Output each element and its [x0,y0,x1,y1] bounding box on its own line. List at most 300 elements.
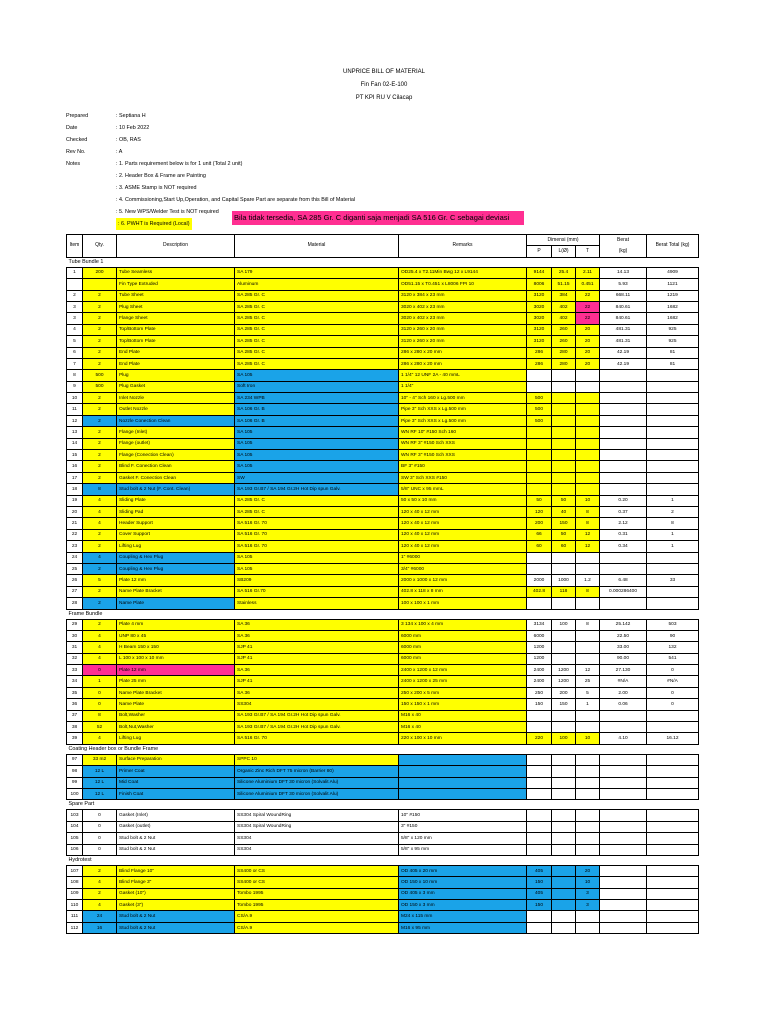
remarks-cell: OD25.4 x T2.11Min Bwg 12 x L9144 [399,267,527,278]
p-cell: 405 [527,888,552,899]
qty-cell: 12 L [83,788,117,799]
material-cell: SA 285 Gr. C [235,347,399,358]
table-row [67,381,699,392]
qty-cell: 2 [83,888,117,899]
item-cell: 97 [67,754,83,765]
p-cell [527,833,552,844]
description-cell: Gasket (outlet) [117,821,235,832]
berat-total-cell [647,710,699,721]
p-cell: 500 [527,415,552,426]
berat-cell [600,844,647,855]
qty-cell: 2 [83,301,117,312]
qty-cell: 2 [83,563,117,574]
qty-cell: 4 [83,900,117,911]
item-cell: 100 [67,788,83,799]
item-cell: 34 [67,676,83,687]
remarks-cell: 3020 x 402 x 23 mm [399,313,527,324]
item-cell [67,279,83,290]
qty-cell: 2 [83,450,117,461]
remarks-cell: 3120 x 260 x 20 mm [399,324,527,335]
l-cell [552,461,576,472]
table-row [67,877,699,888]
material-cell: SS304 [235,844,399,855]
p-cell: 1200 [527,653,552,664]
remarks-cell: 2000 x 1000 x 12 mm [399,575,527,586]
meta-label: Rev No. [66,149,86,155]
p-cell: 286 [527,358,552,369]
t-cell [576,777,600,788]
berat-total-cell [647,810,699,821]
item-cell: 20 [67,506,83,517]
l-cell [552,788,576,799]
description-cell: H Beam 150 x 150 [117,642,235,653]
description-cell: Flange (outlet) [117,438,235,449]
meta-value: : A [116,149,123,155]
berat-total-cell: 0 [647,699,699,710]
t-cell [576,563,600,574]
qty-cell: 1 [83,676,117,687]
table-row [67,821,699,832]
item-cell: 108 [67,877,83,888]
description-cell: Gasket (3") [117,900,235,911]
section-title: Frame Bundle [67,609,699,619]
berat-total-cell [647,766,699,777]
qty-cell: 2 [83,529,117,540]
p-cell: 50 [527,495,552,506]
description-cell: Bolt,Nut,Washer [117,722,235,733]
qty-cell: 0 [83,833,117,844]
col-material: Material [235,235,399,258]
table-row [67,844,699,855]
berat-total-cell [647,427,699,438]
remarks-cell: 6000 mm [399,653,527,664]
p-cell [527,450,552,461]
item-cell: 33 [67,665,83,676]
t-cell: 10 [576,495,600,506]
remarks-cell [399,766,527,777]
description-cell: Sliding Pad [117,506,235,517]
berat-total-cell [647,461,699,472]
p-cell [527,754,552,765]
berat-cell: 2.00 [600,687,647,698]
l-cell: 200 [552,687,576,698]
t-cell: 8 [576,506,600,517]
remarks-cell: Pipe 3" Sch XXS x Lg.500 mm [399,415,527,426]
material-cell: CS/A.9 [235,922,399,933]
section-title: Tube Bundle 1 [67,257,699,267]
p-cell: 3020 [527,313,552,324]
l-cell: 100 [552,619,576,630]
l-cell [552,563,576,574]
berat-cell [600,461,647,472]
berat-total-cell: 925 [647,324,699,335]
l-cell: 280 [552,358,576,369]
t-cell: 5 [576,687,600,698]
description-cell: Lifting Lug [117,541,235,552]
p-cell [527,563,552,574]
deviation-note: Bila tidak tersedia, SA 285 Gr. C diganti saja menjadi SA 516 Gr. C sebagai deviasi [232,211,524,225]
p-cell: 150 [527,699,552,710]
description-cell: Top/Bottom Plate [117,336,235,347]
qty-cell: 33 m2 [83,754,117,765]
t-cell [576,393,600,404]
description-cell: Stud bolt & 2 Nut [117,911,235,922]
description-cell: Nozzle Conection Clean [117,415,235,426]
remarks-cell: 6000 mm [399,630,527,641]
item-cell: 98 [67,766,83,777]
table-row [67,777,699,788]
p-cell [527,552,552,563]
p-cell: 286 [527,347,552,358]
table-row [67,461,699,472]
remarks-cell: 100 x 100 x 1 mm [399,598,527,609]
table-row [67,833,699,844]
l-cell [552,888,576,899]
l-cell: 50 [552,495,576,506]
t-cell: 2.11 [576,267,600,278]
t-cell [576,653,600,664]
qty-cell: 2 [83,619,117,630]
item-cell: 16 [67,461,83,472]
berat-cell [600,722,647,733]
table-row [67,699,699,710]
item-cell: 12 [67,415,83,426]
material-cell: SPPC 10 [235,754,399,765]
qty-cell: 2 [83,290,117,301]
remarks-cell: 286 x 280 x 20 mm [399,347,527,358]
berat-cell [600,922,647,933]
t-cell [576,381,600,392]
t-cell: 20 [576,358,600,369]
remarks-cell: 3" #150 [399,821,527,832]
p-cell [527,461,552,472]
t-cell [576,710,600,721]
berat-total-cell: 4909 [647,267,699,278]
berat-cell [600,438,647,449]
remarks-cell: 5/8" x 120 mm [399,833,527,844]
material-cell: SB209 [235,575,399,586]
item-cell: 32 [67,653,83,664]
berat-total-cell [647,877,699,888]
material-cell: SA 105 [235,461,399,472]
berat-cell: 27.130 [600,665,647,676]
qty-cell: 500 [83,381,117,392]
material-cell: SA 36 [235,665,399,676]
item-cell: 109 [67,888,83,899]
t-cell [576,833,600,844]
l-cell [552,754,576,765]
qty-cell: 2 [83,598,117,609]
material-cell: Silicone Aluminium DFT 30 micron (Solvalit Alu) [235,788,399,799]
berat-total-cell [647,844,699,855]
remarks-cell: SW 3" Sch XXS #150 [399,472,527,483]
description-cell: Name Plate [117,699,235,710]
material-cell: SA 36 [235,687,399,698]
section-header [67,609,699,619]
table-row [67,754,699,765]
material-cell: SJP 41 [235,676,399,687]
section-header [67,257,699,267]
l-cell [552,821,576,832]
p-cell [527,911,552,922]
l-cell: 1000 [552,575,576,586]
item-cell: 105 [67,833,83,844]
qty-cell: 0 [83,699,117,710]
berat-total-cell [647,754,699,765]
item-cell: 3 [67,301,83,312]
berat-cell: 6.48 [600,575,647,586]
berat-cell [600,900,647,911]
remarks-cell: M24 x 115 mm [399,911,527,922]
material-cell: SA 105 [235,450,399,461]
t-cell: 12 [576,665,600,676]
p-cell [527,484,552,495]
remarks-cell: 3/4" #6000 [399,563,527,574]
t-cell: 12 [576,529,600,540]
table-row [67,336,699,347]
l-cell [552,381,576,392]
berat-total-cell: 1 [647,529,699,540]
remarks-cell: BF 3" #150 [399,461,527,472]
l-cell: 260 [552,324,576,335]
item-cell: 99 [67,777,83,788]
t-cell: 1 [576,699,600,710]
qty-cell: 24 [83,911,117,922]
meta-value: : Septiana H [116,113,146,119]
description-cell: Coupling & Hex Plug [117,552,235,563]
material-cell: SA 516 Gr. 70 [235,733,399,744]
material-cell: SA 516 Gr.70 [235,586,399,597]
t-cell: 20 [576,324,600,335]
remarks-cell: 120 x 40 x 12 mm [399,529,527,540]
material-cell: SA 106 Gr. B [235,404,399,415]
berat-total-cell: 33 [647,575,699,586]
berat-cell [600,821,647,832]
remarks-cell: 286 x 280 x 20 mm [399,358,527,369]
qty-cell: 2 [83,313,117,324]
material-cell: SA 516 Gr. 70 [235,518,399,529]
remarks-cell: 1 1/4" [399,381,527,392]
berat-cell: 90.00 [600,653,647,664]
t-cell [576,438,600,449]
item-cell: 110 [67,900,83,911]
remarks-cell: WN RF 10" #150 Sch 160 [399,427,527,438]
item-cell: 9 [67,381,83,392]
item-cell: 11 [67,404,83,415]
item-cell: 104 [67,821,83,832]
t-cell [576,821,600,832]
material-cell: Tombo 1995 [235,900,399,911]
table-row [67,518,699,529]
description-cell: Tube Seamless [117,267,235,278]
berat-cell [600,766,647,777]
remarks-cell: 1" #6000 [399,552,527,563]
t-cell: 8 [576,619,600,630]
material-cell: SA 285 Gr. C [235,290,399,301]
material-cell: SS400 or CS [235,865,399,876]
table-row [67,552,699,563]
berat-total-cell [647,888,699,899]
material-cell: SA 105 [235,563,399,574]
material-cell: SS304 [235,833,399,844]
remarks-cell: 250 x 200 x 5 mm [399,687,527,698]
remarks-cell: 3020 x 402 x 23 mm [399,301,527,312]
note-text: : 2. Header Box & Frame are Painting [116,173,206,179]
table-row [67,290,699,301]
table-row [67,865,699,876]
berat-total-cell [647,777,699,788]
item-cell: 112 [67,922,83,933]
table-row [67,438,699,449]
table-row [67,722,699,733]
item-cell: 37 [67,710,83,721]
berat-total-cell [647,586,699,597]
qty-cell: 2 [83,461,117,472]
material-cell: SA 285 Gr. C [235,506,399,517]
table-row [67,653,699,664]
item-cell: 1 [67,267,83,278]
meta-value: : 10 Feb 2022 [116,125,150,131]
berat-total-cell [647,393,699,404]
l-cell [552,598,576,609]
berat-cell [600,810,647,821]
table-row [67,450,699,461]
table-row [67,586,699,597]
berat-total-cell: 16.12 [647,733,699,744]
l-cell [552,844,576,855]
description-cell: Plate 12 mm [117,575,235,586]
table-row [67,415,699,426]
material-cell: Silicone Aluminium DFT 30 micron (Solvalit Alu) [235,777,399,788]
material-cell: SA 36 [235,630,399,641]
qty-cell: 0 [83,821,117,832]
berat-cell: 668.11 [600,290,647,301]
t-cell: 25 [576,676,600,687]
item-cell: 28 [67,598,83,609]
berat-total-cell: 1 [647,495,699,506]
berat-cell [600,427,647,438]
description-cell: Blind F. Conection Clean [117,461,235,472]
berat-total-cell [647,552,699,563]
berat-cell: 0.37 [600,506,647,517]
description-cell: Lifting Lug [117,733,235,744]
qty-cell: 4 [83,495,117,506]
remarks-cell [399,788,527,799]
p-cell: 500 [527,393,552,404]
item-cell: 31 [67,642,83,653]
p-cell: 3134 [527,619,552,630]
section-header [67,800,699,810]
p-cell: 3020 [527,301,552,312]
item-cell: 19 [67,495,83,506]
l-cell [552,472,576,483]
description-cell: Plate 4 mm [117,619,235,630]
berat-cell [600,484,647,495]
berat-total-cell: 1682 [647,313,699,324]
doc-fin-fan: Fin Fan 02-E-100 [360,82,408,88]
berat-total-cell [647,922,699,933]
berat-cell [600,393,647,404]
description-cell: Stud bolt & 2 Nut [117,833,235,844]
berat-total-cell [647,381,699,392]
p-cell: 60 [527,541,552,552]
table-row [67,810,699,821]
col-qty: Qty. [83,235,117,258]
description-cell: End Plate [117,347,235,358]
note-row [66,194,355,206]
berat-total-cell [647,598,699,609]
berat-cell: 22.50 [600,630,647,641]
table-row [67,324,699,335]
remarks-cell: M16 x 40 [399,710,527,721]
qty-cell: 2 [83,415,117,426]
col-dimensi: Dimensi (mm) [527,235,600,246]
description-cell: End Plate [117,358,235,369]
p-cell [527,788,552,799]
p-cell [527,777,552,788]
material-cell: CS/A.9 [235,911,399,922]
qty-cell: 4 [83,518,117,529]
remarks-cell: 402.8 x 118 x 8 mm [399,586,527,597]
item-cell: 25 [67,563,83,574]
p-cell: 1200 [527,642,552,653]
pwht-note: : 6. PWHT is Required (Local) [116,218,192,230]
berat-cell [600,370,647,381]
qty-cell: 2 [83,541,117,552]
table-row [67,541,699,552]
qty-cell: 2 [83,336,117,347]
remarks-cell: 120 x 40 x 12 mm [399,541,527,552]
description-cell: Name Plate Bracket [117,687,235,698]
material-cell: SS304 Spiral WoundRing [235,810,399,821]
berat-total-cell: 0 [647,665,699,676]
section-title: Spare Part [67,800,699,810]
material-cell: SW [235,472,399,483]
t-cell: 20 [576,865,600,876]
description-cell: Blind Flange 10" [117,865,235,876]
table-row [67,619,699,630]
description-cell: Plate 12 mm [117,665,235,676]
item-cell: 24 [67,552,83,563]
berat-cell: 481.31 [600,336,647,347]
item-cell: 27 [67,586,83,597]
berat-total-cell [647,438,699,449]
berat-cell [600,598,647,609]
remarks-cell: Pipe 3" Sch XXS x Lg.500 mm [399,404,527,415]
item-cell: 111 [67,911,83,922]
remarks-cell: M16 x 40 [399,722,527,733]
table-row [67,733,699,744]
description-cell: Cover Support [117,529,235,540]
qty-cell: 8 [83,484,117,495]
material-cell: SJP 41 [235,653,399,664]
qty-cell: 2 [83,586,117,597]
item-cell: 21 [67,518,83,529]
item-cell: 107 [67,865,83,876]
qty-cell: 4 [83,653,117,664]
berat-cell: 0.20 [600,495,647,506]
berat-total-cell: #N/A [647,676,699,687]
description-cell: Stud bolt & 2 Nut [117,922,235,933]
t-cell: 0.451 [576,279,600,290]
table-row [67,575,699,586]
note-text: : 3. ASME Stamp is NOT required [116,185,197,191]
l-cell [552,552,576,563]
berat-total-cell: 0 [647,687,699,698]
t-cell [576,844,600,855]
material-cell: SA 234 WPB [235,393,399,404]
l-cell [552,630,576,641]
